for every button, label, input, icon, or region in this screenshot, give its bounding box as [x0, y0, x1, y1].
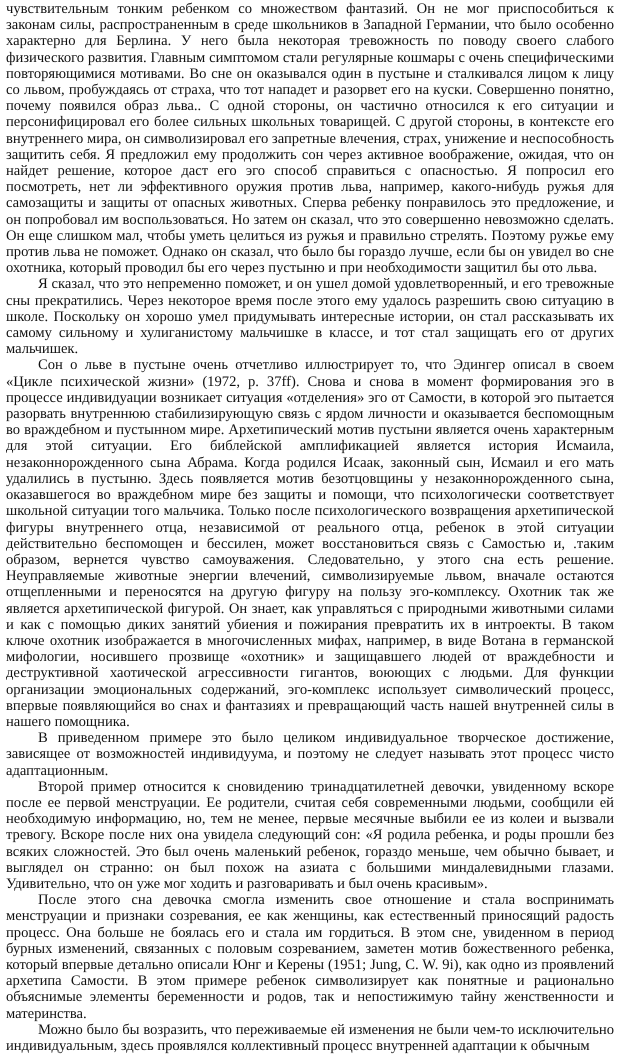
paragraph-5: Второй пример относится к сновидению тринадцатилетней девочки, увиденному вскоре после ее первой менструации. Ее родители, считая себя современными людьми, сообщили ей необходимую информацию, но, тем не менее, первые месячные выбили ее из колеи и вызвали тревогу. Вскоре после них она увидела следующий сон: «Я родила ребенка, и роды прошли без всяких сложностей. Это был очень маленький ребенок, гораздо меньше, чем обычно бывает, и выглядел он странно: он был похож на азиата с большими миндалевидными глазами. Удивительно, что он уже мог ходить и разговаривать и был очень красивым». — [6, 778, 614, 892]
paragraph-2: Я сказал, что это непременно поможет, и он ушел домой удовлетворенный, и его тревожные сны прекратились. Через некоторое время после этого ему удалось разрешить свою ситуацию в школе. Поскольку он хорошо умел придумывать интересные истории, он стал рассказывать их самому сильному и хулиганистому мальчишке в классе, и тот стал защищать его от других мальчишек. — [6, 276, 614, 358]
paragraph-3: Сон о льве в пустыне очень отчетливо иллюстрирует то, что Эдингер описал в своем «Цикле психической жизни» (1972, p. 37ff). Снова и снова в момент формирования эго в процессе индивидуации возникает ситуация «отделения» эго от Самости, в которой эго пытается разорвать внутреннюю стабилизирующую связь с ярдом личности и оказывается беспомощным во враждебном и пустынном мире. Архетипический мотив пустыни является очень характерным для этой ситуации. Его библейской амплификацией является история Исмаила, незаконнорожденного сына Абрама. Когда родился Исаак, законный сын, Исмаил и его мать удалились в пустыню. Здесь появляется мотив безотцовщины у незаконнорожденного сына, оказавшегося во враждебном мире без защиты и помощи, что психологически соответствует школьной ситуации того мальчика. Только после психологического возвращения архетипической фигуры внутреннего отца, независимой от реального отца, ребенок в этой ситуации действительно беспомощен и бессилен, может восстановиться связь с Самостью и, .таким образом, вернется чувство самоуважения. Следовательно, у этого сна есть решение. Неуправляемые животные энергии влечений, символизируемые львом, вначале остаются отщепленными и переносятся на другую фигуру на пользу эго-комплексу. Охотник так же является архетипической фигурой. Он знает, как управляться с природными животными силами и как с помощью диких занятий убиения и пожирания превратить их в интроекты. В таком ключе охотник изображается в многочисленных мифах, например, в виде Вотана в германской мифологии, носившего прозвище «охотник» и защищавшего людей от враждебности и деструктивной хаотической агрессивности гигантов, воюющих с людьми. Для функции организации эмоциональных содержаний, эго-комплекс использует символический процесс, впервые появляющийся во снах и фантазиях и превращающий часть нашей внутренней силы в нашего помощника. — [6, 357, 614, 730]
paragraph-6: После этого сна девочка смогла изменить свое отношение и стала воспринимать менструации и признаки созревания, ее как женщины, как естественный приносящий радость процесс. Она больше не боялась его и стала им гордиться. В этом сне, увиденном в период бурных изменений, связанных с половым созреванием, заметен мотив божественного ребенка, который впервые детально описали Юнг и Керены (1951; Jung, C. W. 9i), как одно из проявлений архетипа Самости. В этом примере ребенок символизирует как понятные и рационально объяснимые элементы беременности и родов, так и непостижимую тайну женственности и материнства. — [6, 892, 614, 1022]
paragraph-4: В приведенном примере это было целиком индивидуальное творческое достижение, зависящее от возможностей индивидуума, и поэтому не следует называть этот процесс чисто адаптационным. — [6, 730, 614, 779]
paragraph-7: Можно было бы возразить, что переживаемые ей изменения не были чем-то исключительно индивидуальным, здесь проявлялся коллективный процесс внутренней адаптации к обычным — [6, 1021, 614, 1054]
paragraph-1: чувствительным тонким ребенком со множеством фантазий. Он не мог приспособиться к законам силы, распространенным в среде школьников в Западной Германии, что было особенно характерно для Берлина. У него была некоторая тревожность по поводу своего слабого физического развития. Главным симптомом стали регулярные кошмары с очень специфическими повторяющимися мотивами. Во сне он оказывался один в пустыне и сталкивался лицом к лицу со львом, пробуждаясь от страха, что тот нападет и разорвет его на куски. Совершенно понятно, почему появился образ льва.. С одной стороны, он частично относился к его ситуации и персонифицировал его более сильных школьных товарищей. С другой стороны, в контексте его внутреннего мира, он символизировал его запретные влечения, страх, унижение и неспособность защитить себя. Я предложил ему продолжить сон через активное воображение, ожидая, что он найдет решение, которое даст его эго способ справиться с опасностью. Я попросил его посмотреть, нет ли эффективного оружия против льва, например, какого-нибудь ружья для самозащиты и защиты от опасных животных. Сперва ребенку понравилось это предложение, и он попробовал им воспользоваться. Но затем он сказал, что это совершенно невозможно сделать. Он еще слишком мал, чтобы уметь целиться из ружья и правильно стрелять. Поэтому ружье ему против льва не поможет. Однако он сказал, что было бы гораздо лучше, если бы он увидел во сне охотника, который проводил бы его через пустыню и при необходимости защитил бы ото льва. — [6, 1, 614, 277]
